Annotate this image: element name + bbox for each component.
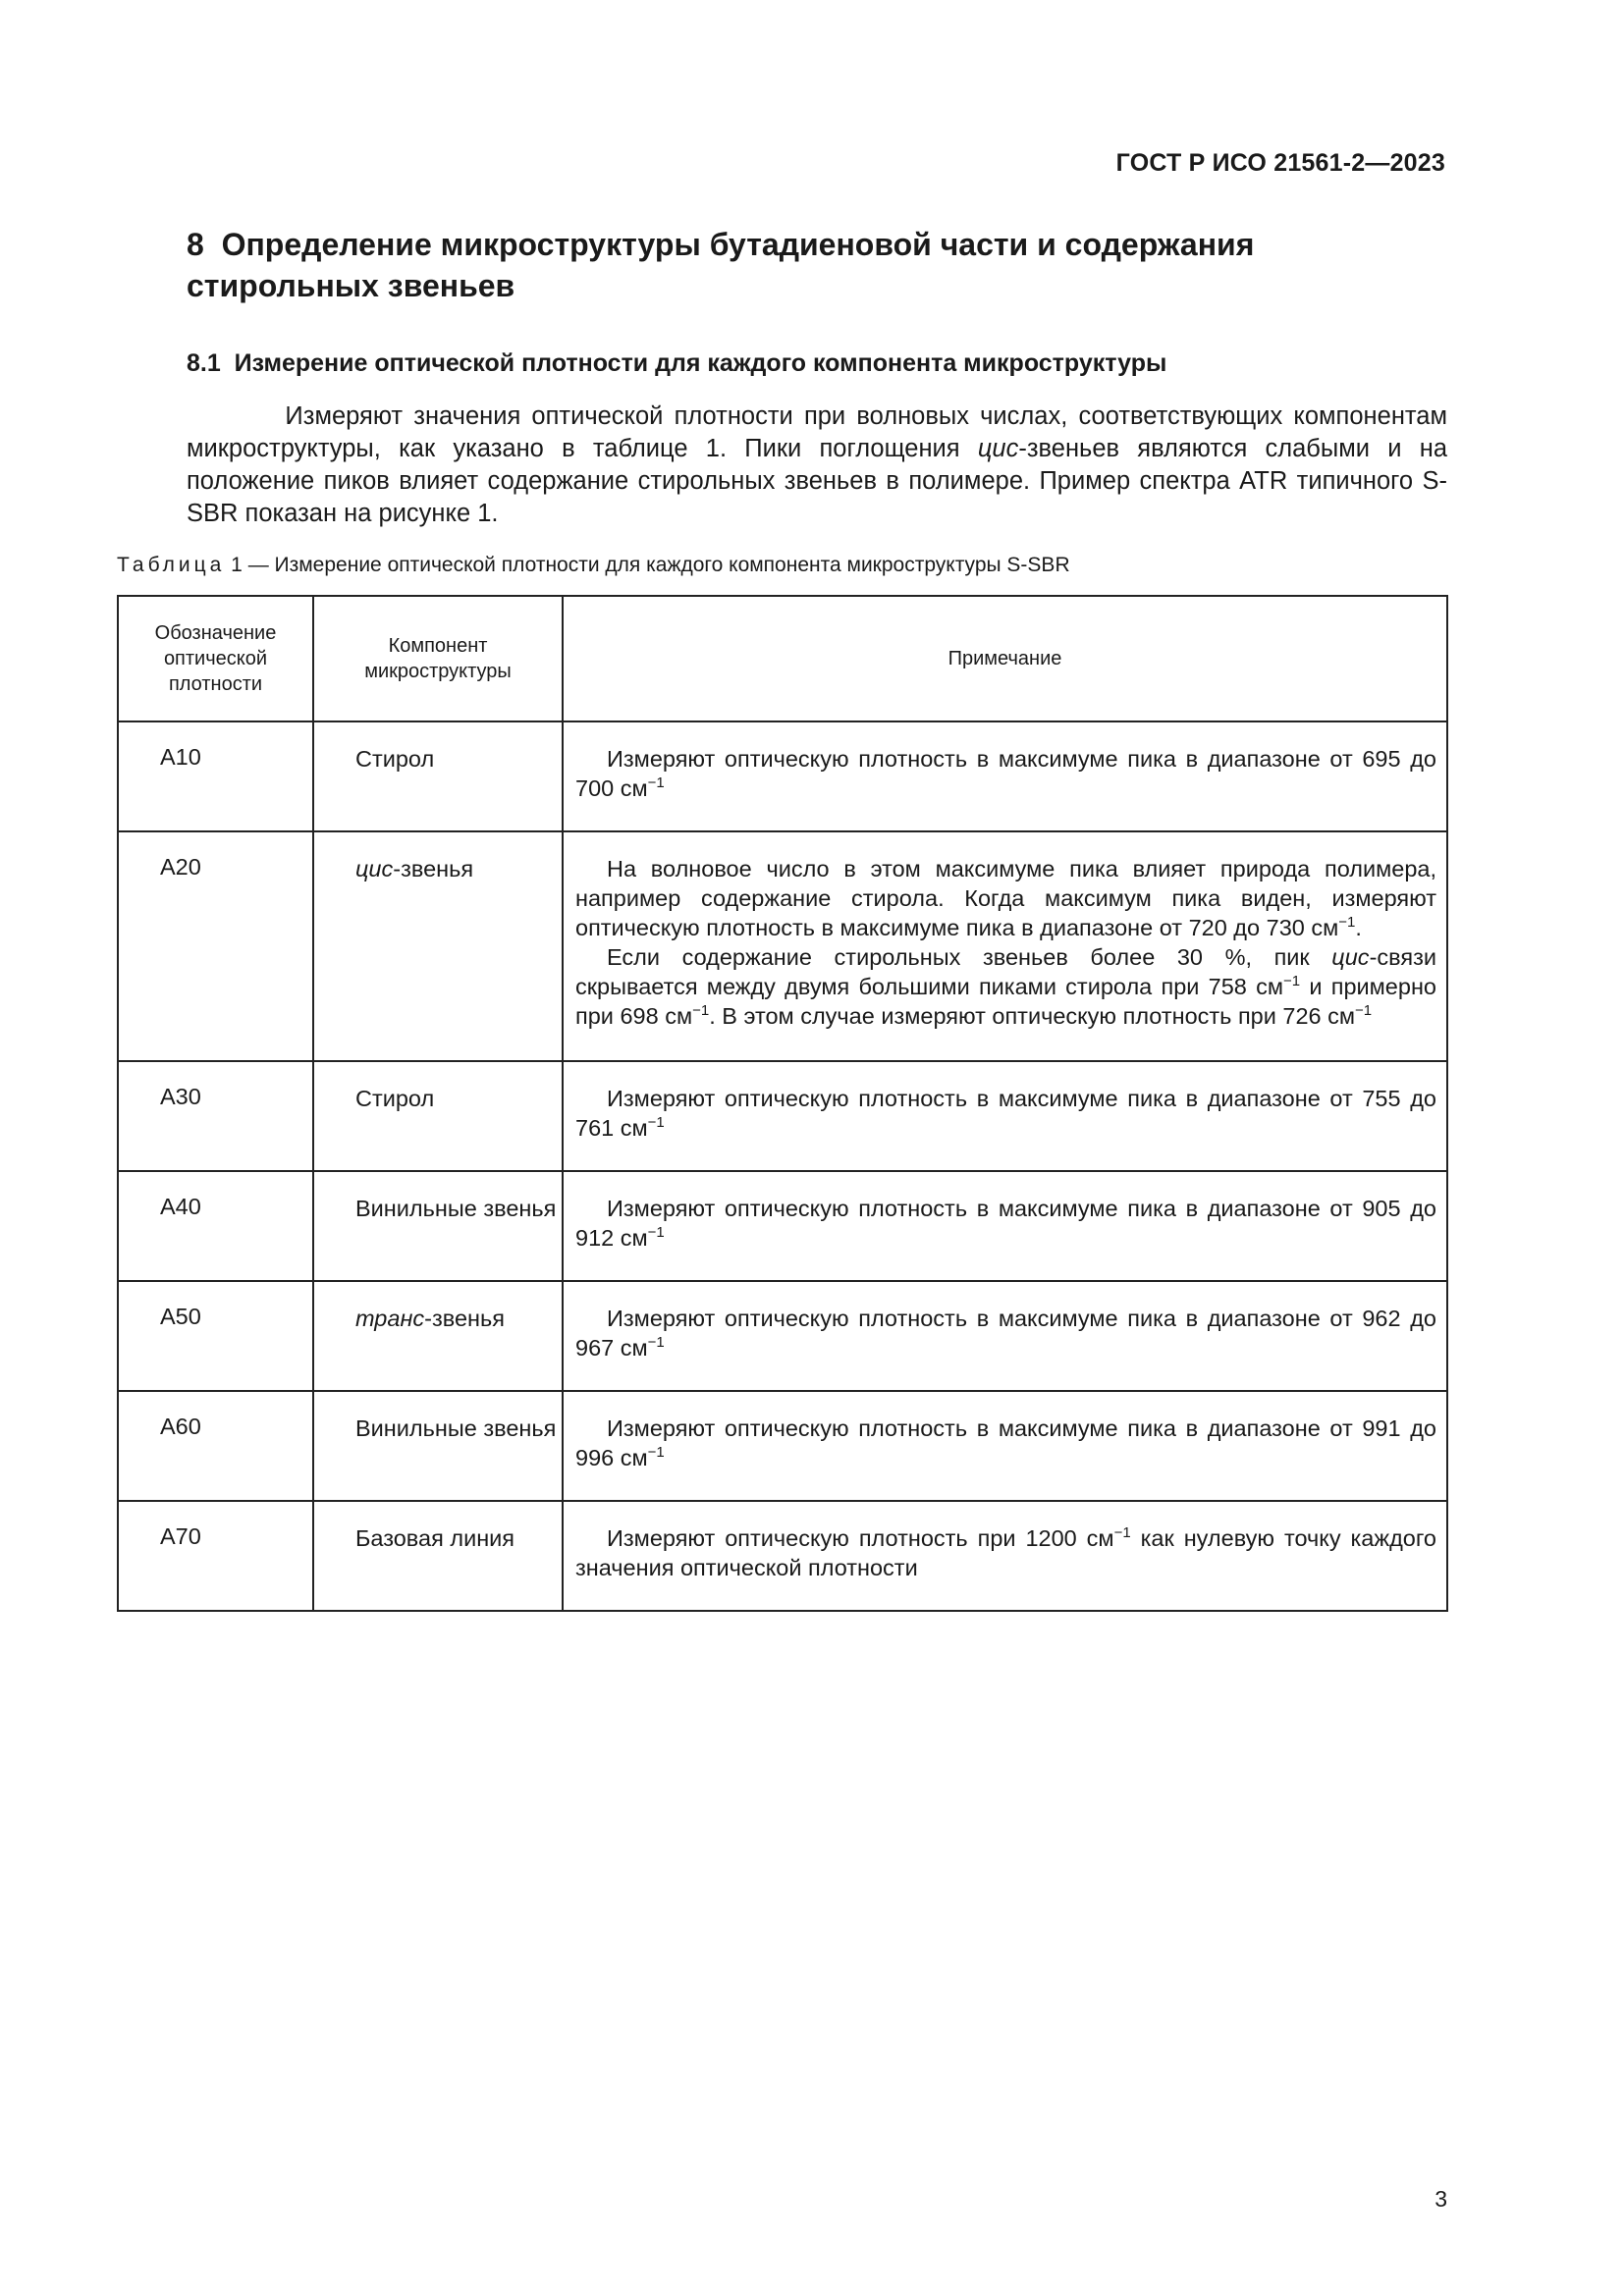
table-row: [118, 1171, 1447, 1281]
subsection-title: [187, 349, 1443, 378]
cell-component: транс-звенья: [313, 1281, 563, 1391]
cell-code: A20: [118, 831, 313, 1061]
cell-note: Измеряют оптическую плотность в максимуме пика в диапазоне от 905 до 912 $см^{-1}$: [563, 1171, 1447, 1281]
header-note: Примечание: [563, 596, 1447, 721]
section-title-text: Определение микроструктуры бутадиеновой части и содержания стирольных звеньев: [187, 227, 1255, 303]
cell-code: A30: [118, 1061, 313, 1171]
cell-note: Измеряют оптическую плотность в максимуме пика в диапазоне от 695 до 700 $см^{-1}$: [563, 721, 1447, 831]
cell-note: Измеряют оптическую плотность в максимуме пика в диапазоне от 755 до 761 $см^{-1}$: [563, 1061, 1447, 1171]
section-title: [187, 224, 1384, 306]
cell-component: Винильные звенья: [313, 1171, 563, 1281]
header-density-designation: Обозначение оптической плотности: [118, 596, 313, 721]
cell-code: A70: [118, 1501, 313, 1611]
table-caption: [117, 554, 1452, 577]
cell-code: A50: [118, 1281, 313, 1391]
table-row: [118, 721, 1447, 831]
cell-note: На волновое число в этом максимуме пика влияет природа полимера, например содержание стирола. Когда максимум пика виден, измеряют оптическую плотность в максимуме пика в диапазоне от 720 до 730 $см^{-1}$. Если содержание стирольных звеньев более 30 %, пик цис-связи скрывается между двумя большими пиками стирола при 758 $см^{-1}$ и примерно при 698 $см^{-1}$. В этом случае измеряют оптическую плотность при 726 $см^{-1}$: [563, 831, 1447, 1061]
table-row: [118, 1391, 1447, 1501]
cell-code: A40: [118, 1171, 313, 1281]
cell-component: Базовая линия: [313, 1501, 563, 1611]
document-code: ГОСТ Р ИСО 21561-2—2023: [1115, 149, 1445, 177]
table-header-row: [118, 596, 1447, 721]
table-caption-text: 1 — Измерение оптической плотности для каждого компонента микроструктуры S-SBR: [225, 554, 1070, 576]
cell-note: Измеряют оптическую плотность при 1200 $см^{-1}$ как нулевую точку каждого значения оптической плотности: [563, 1501, 1447, 1611]
header-component: Компонент микроструктуры: [313, 596, 563, 721]
cell-code: A10: [118, 721, 313, 831]
paragraph-text-2: -звеньев являются слабыми и на положение пиков влияет содержание стирольных звеньев в полимере. Пример спектра ATR типичного S-SBR показан на рисунке 1.: [187, 435, 1447, 527]
cell-component: Стирол: [313, 1061, 563, 1171]
table-row: [118, 1281, 1447, 1391]
cell-note: Измеряют оптическую плотность в максимуме пика в диапазоне от 991 до 996 $см^{-1}$: [563, 1391, 1447, 1501]
cell-component: Винильные звенья: [313, 1391, 563, 1501]
paragraph-text-1: Измеряют значения оптической плотности при волновых числах, соответствующих компонентам микроструктуры, как указано в таблице 1. Пики поглощения: [187, 402, 1448, 462]
subsection-title-text: Измерение оптической плотности для каждого компонента микроструктуры: [234, 349, 1167, 377]
page-number: 3: [1435, 2186, 1447, 2212]
table-row: [118, 1061, 1447, 1171]
cell-note: Измеряют оптическую плотность в максимуме пика в диапазоне от 962 до 967 $см^{-1}$: [563, 1281, 1447, 1391]
table-row: [118, 831, 1447, 1061]
cell-code: A60: [118, 1391, 313, 1501]
table-row: [118, 1501, 1447, 1611]
microstructure-table: [117, 595, 1448, 1612]
table-caption-label: Таблица: [117, 554, 226, 576]
section-number: 8: [187, 227, 204, 262]
subsection-number: 8.1: [187, 349, 221, 377]
cell-component: Стирол: [313, 721, 563, 831]
paragraph-italic: цис: [977, 435, 1019, 462]
body-paragraph: [187, 400, 1447, 530]
cell-component: цис-звенья: [313, 831, 563, 1061]
